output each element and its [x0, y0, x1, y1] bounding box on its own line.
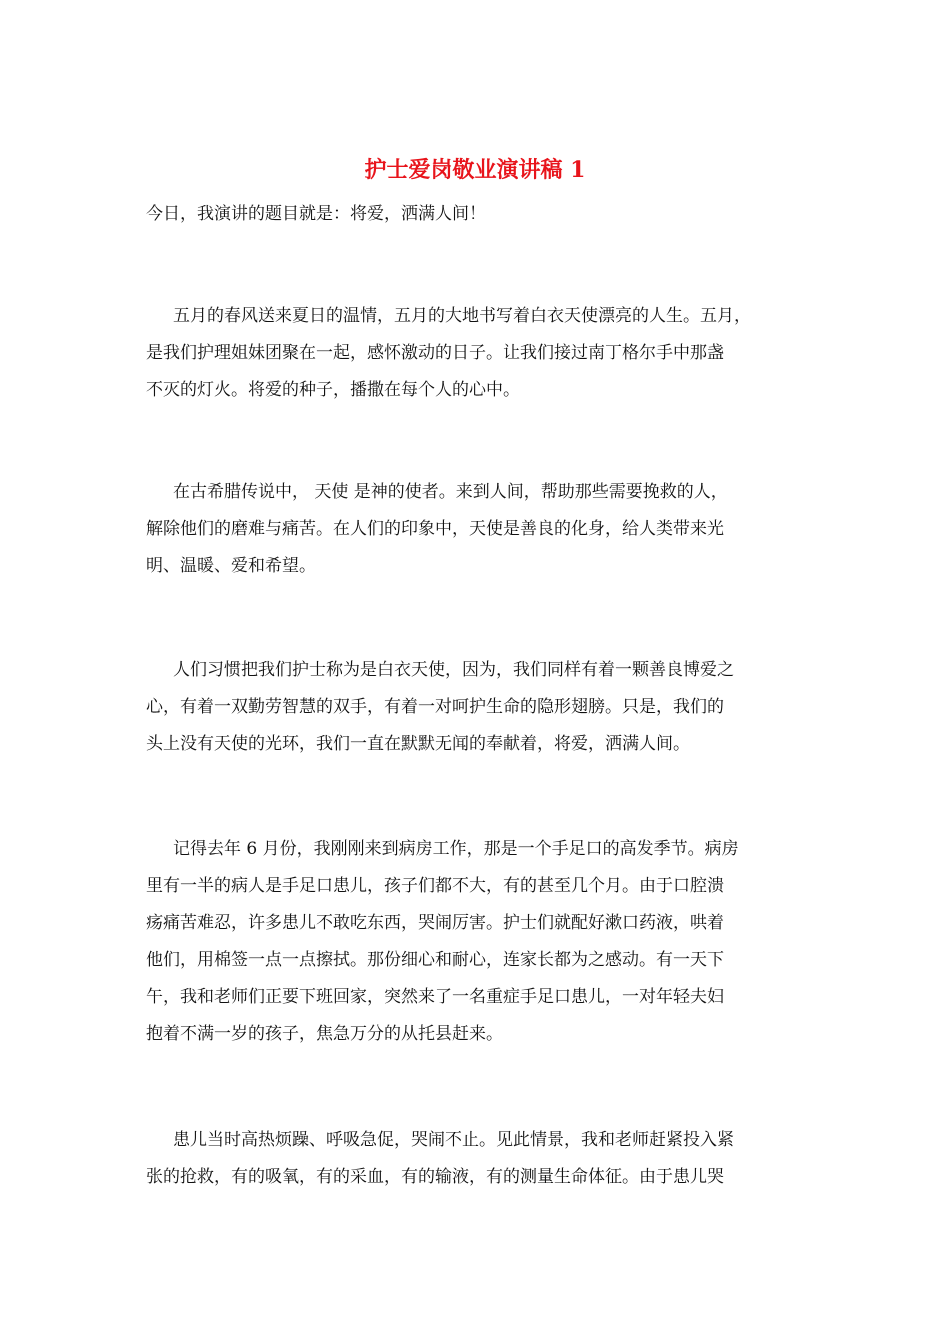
paragraph-line: 患儿当时高热烦躁、呼吸急促，哭闹不止。见此情景，我和老师赶紧投入紧	[173, 1130, 734, 1150]
paragraph-line: 午，我和老师们正要下班回家，突然来了一名重症手足口患儿，一对年轻夫妇	[146, 987, 724, 1007]
paragraph-line: 疡痛苦难忍，许多患儿不敢吃东西，哭闹厉害。护士们就配好漱口药液，哄着	[146, 913, 724, 933]
paragraph-line: 记得去年 6 月份，我刚刚来到病房工作，那是一个手足口的高发季节。病房	[173, 839, 739, 859]
paragraph-line: 张的抢救，有的吸氧，有的采血，有的输液，有的测量生命体征。由于患儿哭	[146, 1167, 724, 1187]
intro-text: 今日，我演讲的题目就是：将爱，洒满人间！	[146, 204, 486, 224]
paragraph-4	[146, 831, 816, 1053]
paragraph-line: 解除他们的磨难与痛苦。在人们的印象中，天使是善良的化身，给人类带来光	[146, 519, 724, 539]
paragraph-line: 在古希腊传说中， 天使 是神的使者。来到人间，帮助那些需要挽救的人，	[173, 482, 728, 502]
paragraph-line: 头上没有天使的光环，我们一直在默默无闻的奉献着，将爱，洒满人间。	[146, 734, 690, 754]
paragraph-line: 是我们护理姐妹团聚在一起，感怀激动的日子。让我们接过南丁格尔手中那盏	[146, 343, 724, 363]
paragraph-line: 五月的春风送来夏日的温情，五月的大地书写着白衣天使漂亮的人生。五月，	[173, 306, 751, 326]
paragraph-line: 抱着不满一岁的孩子，焦急万分的从托县赶来。	[146, 1024, 503, 1044]
paragraph-line: 不灭的灯火。将爱的种子，播撒在每个人的心中。	[146, 380, 520, 400]
paragraph-5	[146, 1122, 816, 1196]
document-title: 护士爱岗敬业演讲稿 1	[364, 157, 586, 183]
paragraph-line: 里有一半的病人是手足口患儿，孩子们都不大，有的甚至几个月。由于口腔溃	[146, 876, 724, 896]
paragraph-line: 明、温暖、爱和希望。	[146, 556, 316, 576]
paragraph-line: 人们习惯把我们护士称为是白衣天使，因为，我们同样有着一颗善良博爱之	[173, 660, 734, 680]
paragraph-2	[146, 474, 816, 585]
paragraph-1	[146, 298, 816, 409]
paragraph-3	[146, 652, 816, 763]
paragraph-line: 他们，用棉签一点一点擦拭。那份细心和耐心，连家长都为之感动。有一天下	[146, 950, 724, 970]
paragraph-line: 心，有着一双勤劳智慧的双手，有着一对呵护生命的隐形翅膀。只是，我们的	[146, 697, 724, 717]
